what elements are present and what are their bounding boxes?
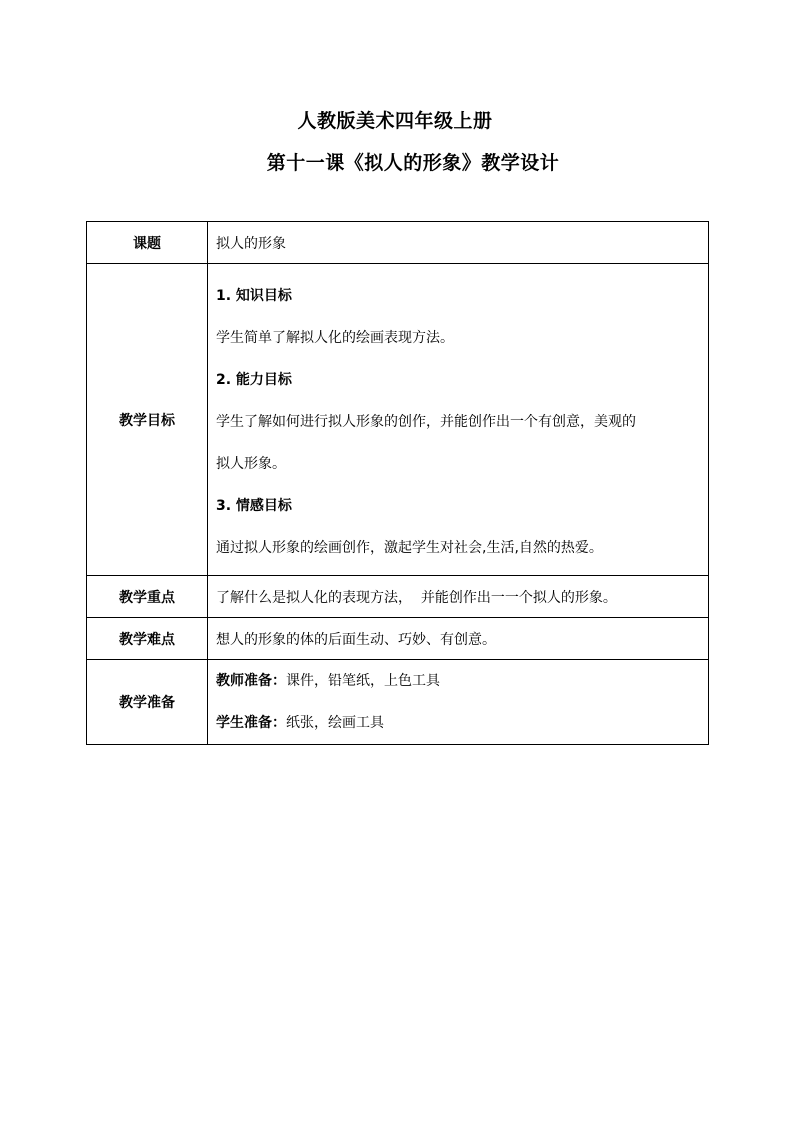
teacher-preparation [216, 660, 704, 702]
goals-label: 教学目标 [87, 264, 208, 576]
teacher-preparation-value: 课件，铅笔纸，上色工具 [286, 673, 440, 689]
ability-goal-text-line2: 拟人形象。 [216, 456, 286, 472]
goals-content [208, 264, 709, 576]
student-preparation-value: 纸张，绘画工具 [286, 715, 384, 731]
table-row-preparation [87, 660, 709, 745]
document-title [0, 106, 794, 133]
table-row-topic [87, 222, 709, 264]
emotion-goal-heading: 3. 情感目标 [216, 498, 292, 514]
key-point-label: 教学重点 [87, 576, 208, 618]
difficulty-value: 想人的形象的体的后面生动、巧妙、有创意。 [208, 618, 709, 660]
document-subtitle-text: 第十一课《拟人的形象》教学设计 [266, 152, 560, 174]
document-title-text: 人教版美术四年级上册 [297, 110, 493, 132]
emotion-goal-text: 通过拟人形象的绘画创作，激起学生对社会,生活,自然的热爱。 [216, 540, 603, 556]
table-row-difficulty [87, 618, 709, 660]
teacher-preparation-key: 教师准备： [216, 673, 286, 689]
table-row-key-point [87, 576, 709, 618]
ability-goal-text-line1: 学生了解如何进行拟人形象的创作，并能创作出一个有创意，美观的 [216, 414, 636, 430]
student-preparation [216, 702, 704, 744]
topic-value: 拟人的形象 [208, 222, 709, 264]
ability-goal-heading: 2. 能力目标 [216, 372, 292, 388]
key-point-value: 了解什么是拟人化的表现方法， 并能创作出一一个拟人的形象。 [208, 576, 709, 618]
student-preparation-key: 学生准备： [216, 715, 286, 731]
preparation-label: 教学准备 [87, 660, 208, 745]
document-subtitle [0, 148, 794, 175]
topic-label: 课题 [87, 222, 208, 264]
knowledge-goal-heading: 1. 知识目标 [216, 288, 292, 304]
preparation-content [208, 660, 709, 745]
knowledge-goal-text: 学生简单了解拟人化的绘画表现方法。 [216, 330, 454, 346]
difficulty-label: 教学难点 [87, 618, 208, 660]
table-row-goals [87, 264, 709, 576]
lesson-plan-table [86, 221, 709, 745]
